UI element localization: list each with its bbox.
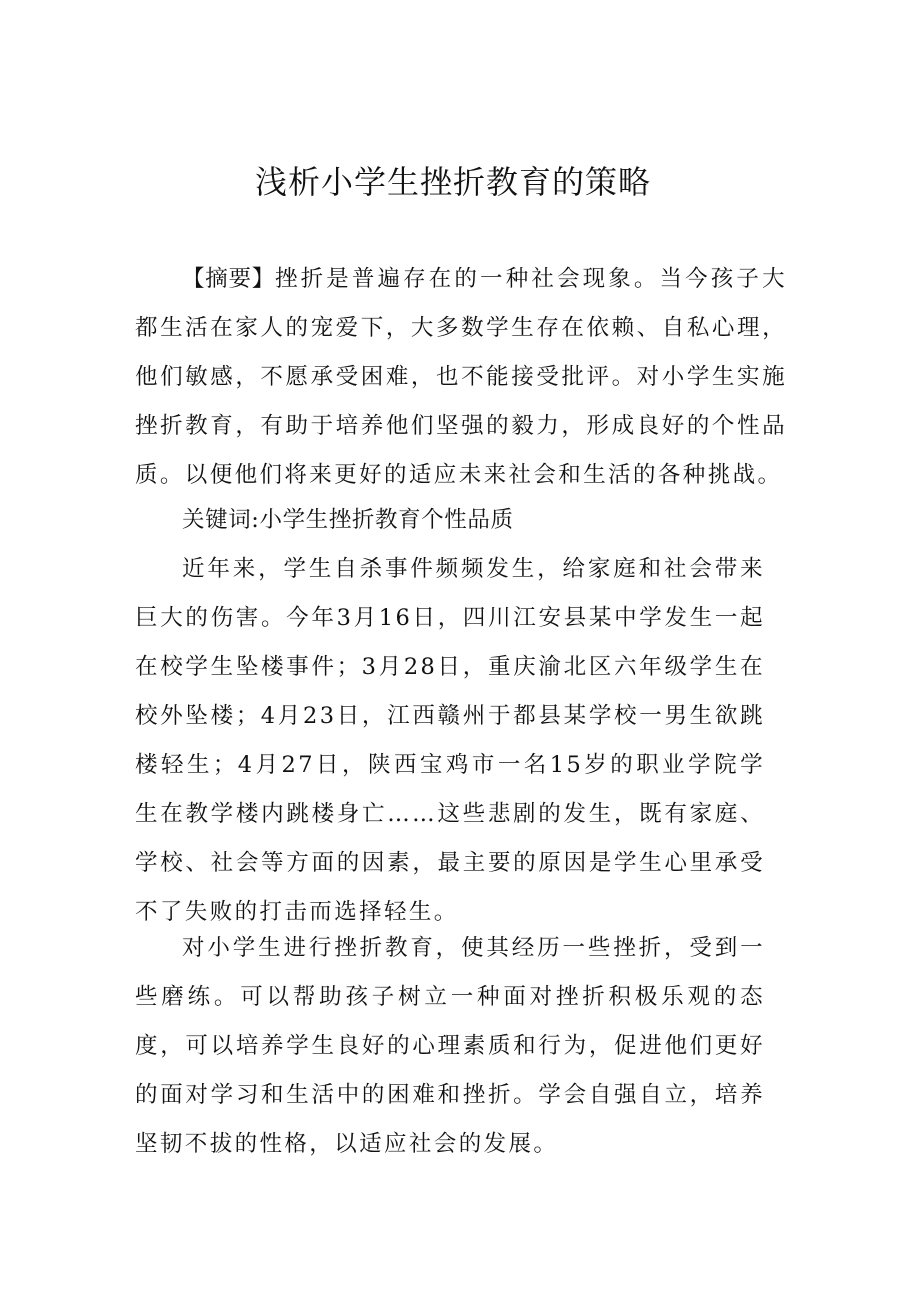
abstract-label: 【摘要】 (182, 266, 275, 292)
keywords-text: 小学生挫折教育个性品质 (259, 507, 514, 533)
keywords-paragraph (135, 496, 787, 545)
abstract-paragraph (135, 255, 787, 500)
body-paragraph-2: 对小学生进行挫折教育，使其经历一些挫折，受到一些磨练。可以帮助孩子树立一种面对挫折积极乐观的态度，可以培养学生良好的心理素质和行为，促进他们更好的面对学习和生活中的困难和挫折。学会自强自立，培养坚韧不拔的性格，以适应社会的发展。 (135, 935, 765, 1157)
abstract-text: 挫折是普遍存在的一种社会现象。当今孩子大都生活在家人的宠爱下，大多数学生存在依赖、自私心理，他们敏感，不愿承受困难，也不能接受批评。对小学生实施挫折教育，有助于培养他们坚强的毅力，形成良好的个性品质。以便他们将来更好的适应未来社会和生活的各种挑战。 (135, 266, 787, 488)
document-title: 浅析小学生挫折教育的策略 (254, 163, 651, 201)
body-paragraph-1: 近年来，学生自杀事件频频发生，给家庭和社会带来巨大的伤害。今年3月16日，四川江安县某中学发生一起在校学生坠楼事件；3月28日，重庆渝北区六年级学生在校外坠楼；4月23日，江西赣州于都县某学校一男生欲跳楼轻生；4月27日，陕西宝鸡市一名15岁的职业学院学生在教学楼内跳楼身亡……这些悲剧的发生，既有家庭、学校、社会等方面的因素，最主要的原因是学生心里承受不了失败的打击而选择轻生。 (135, 556, 765, 925)
keywords-label: 关键词: (182, 507, 260, 533)
